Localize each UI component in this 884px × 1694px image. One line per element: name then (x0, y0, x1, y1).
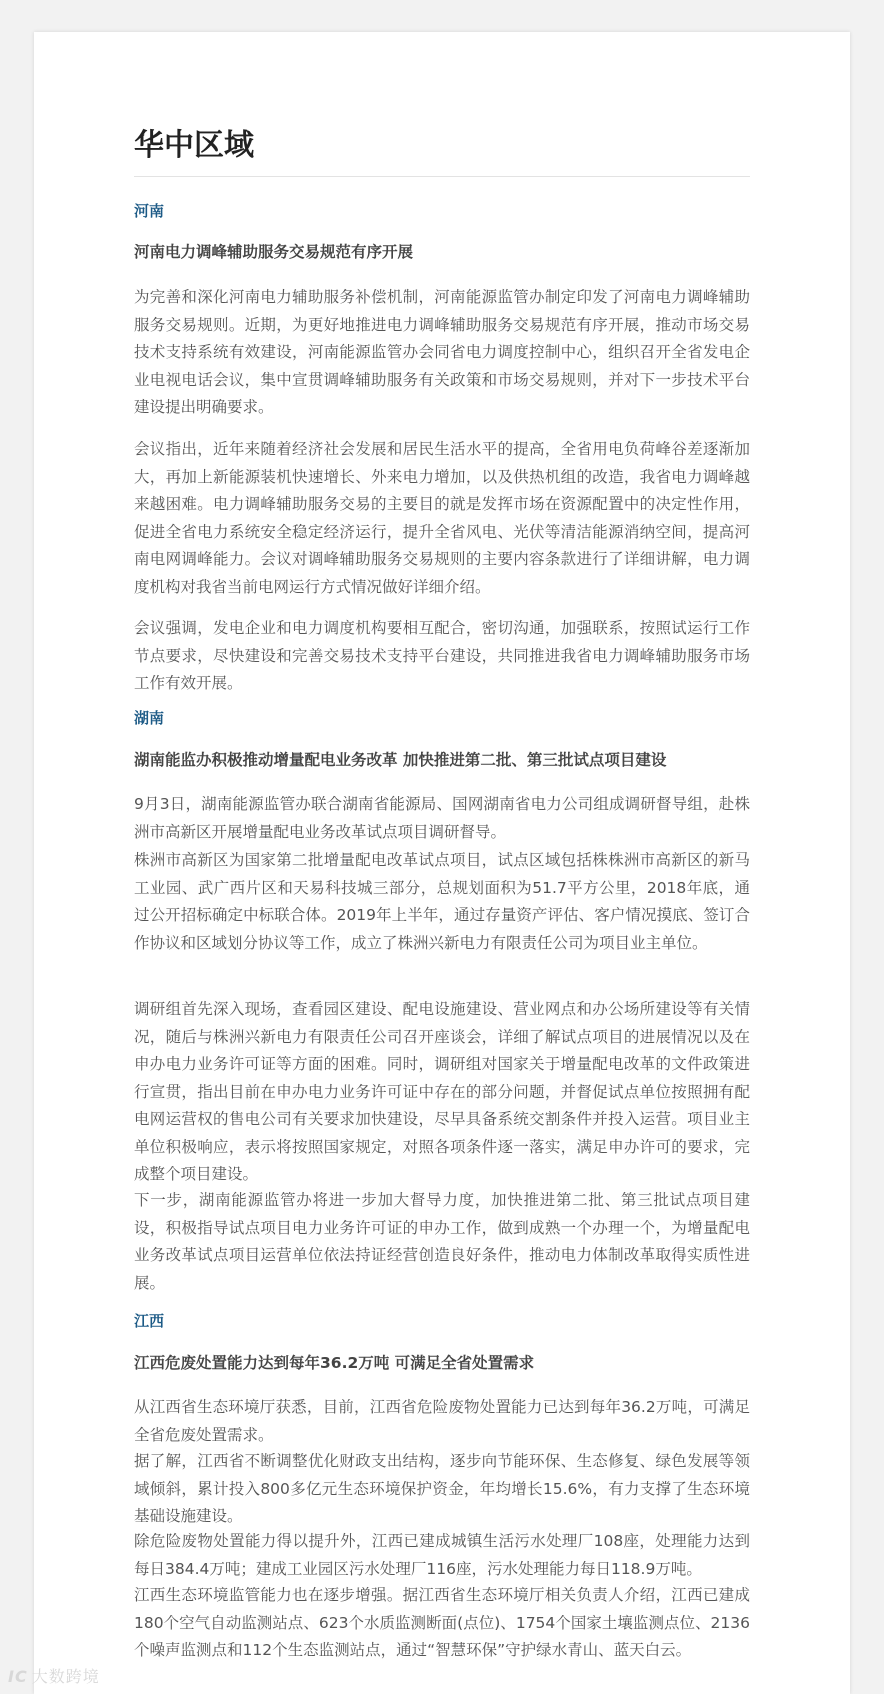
region-heading-hunan: 湖南 (134, 709, 165, 727)
paragraph: 据了解，江西省不断调整优化财政支出结构，逐步向节能环保、生态修复、绿色发展等领域倾斜，累计投入800多亿元生态环境保护资金，年均增长15.6%，有力支撑了生态环境基础设施建设。 (134, 1452, 750, 1525)
paragraph: 调研组首先深入现场，查看园区建设、配电设施建设、营业网点和办公场所建设等有关情况，随后与株洲兴新电力有限责任公司召开座谈会，详细了解试点项目的进展情况以及在申办电力业务许可证等方面的困难。同时，调研组对国家关于增量配电改革的文件政策进行宣贯，指出目前在申办电力业务许可证中存在的部分问题，并督促试点单位按照拥有配电网运营权的售电公司有关要求加快建设，尽早具备系统交割条件并投入运营。项目业主单位积极响应，表示将按照国家规定，对照各项条件逐一落实，满足申办许可的要求，完成整个项目建设。 (134, 1000, 750, 1183)
watermark-logo: IC (8, 1667, 28, 1686)
paragraph: 为完善和深化河南电力辅助服务补偿机制，河南能源监管办制定印发了河南电力调峰辅助服务交易规则。近期，为更好地推进电力调峰辅助服务交易规范有序开展，推动市场交易技术支持系统有效建设，河南能源监管办会同省电力调度控制中心，组织召开全省发电企业电视电话会议，集中宣贯调峰辅助服务有关政策和市场交易规则，并对下一步技术平台建设提出明确要求。 (134, 288, 750, 416)
paragraph: 株洲市高新区为国家第二批增量配电改革试点项目，试点区域包括株株洲市高新区的新马工业园、武广西片区和天易科技城三部分，总规划面积为51.7平方公里，2018年底，通过公开招标确定中标联合体。2019年上半年，通过存量资产评估、客户情况摸底、签订合作协议和区域划分协议等工作，成立了株洲兴新电力有限责任公司为项目业主单位。 (134, 851, 750, 952)
title-divider (134, 176, 750, 177)
paragraph: 下一步，湖南能源监管办将进一步加大督导力度，加快推进第二批、第三批试点项目建设，积极指导试点项目电力业务许可证的申办工作，做到成熟一个办理一个，为增量配电业务改革试点项目运营单位依法持证经营创造良好条件，推动电力体制改革取得实质性进展。 (134, 1191, 750, 1292)
paragraph: 除危险废物处置能力得以提升外，江西已建成城镇生活污水处理厂108座，处理能力达到每日384.4万吨；建成工业园区污水处理厂116座，污水处理能力每日118.9万吨。 (134, 1532, 750, 1578)
page-title: 华中区域 (134, 128, 254, 163)
paragraph: 会议指出，近年来随着经济社会发展和居民生活水平的提高，全省用电负荷峰谷差逐渐加大，再加上新能源装机快速增长、外来电力增加，以及供热机组的改造，我省电力调峰越来越困难。电力调峰辅助服务交易的主要目的就是发挥市场在资源配置中的决定性作用，促进全省电力系统安全稳定经济运行，提升全省风电、光伏等清洁能源消纳空间，提高河南电网调峰能力。会议对调峰辅助服务交易规则的主要内容条款进行了详细讲解，电力调度机构对我省当前电网运行方式情况做好详细介绍。 (134, 440, 750, 596)
article-headline-jiangxi: 江西危废处置能力达到每年36.2万吨 可满足全省处置需求 (134, 1354, 535, 1372)
region-heading-jiangxi: 江西 (134, 1312, 165, 1330)
paragraph: 江西生态环境监管能力也在逐步增强。据江西省生态环境厅相关负责人介绍，江西已建成180个空气自动监测站点、623个水质监测断面(点位)、1754个国家土壤监测点位、2136个噪声监测点和112个生态监测站点，通过“智慧环保”守护绿水青山、蓝天白云。 (134, 1586, 750, 1659)
paragraph: 从江西省生态环境厅获悉，目前，江西省危险废物处置能力已达到每年36.2万吨，可满足全省危废处置需求。 (134, 1398, 750, 1444)
paragraph: 会议强调，发电企业和电力调度机构要相互配合，密切沟通，加强联系，按照试运行工作节点要求，尽快建设和完善交易技术支持平台建设，共同推进我省电力调峰辅助服务市场工作有效开展。 (134, 619, 750, 692)
region-heading-henan: 河南 (134, 202, 165, 220)
paragraph: 9月3日，湖南能源监管办联合湖南省能源局、国网湖南省电力公司组成调研督导组，赴株洲市高新区开展增量配电业务改革试点项目调研督导。 (134, 795, 750, 841)
article-card (31, 32, 850, 1694)
article-headline-hunan: 湖南能监办积极推动增量配电业务改革 加快推进第二批、第三批试点项目建设 (134, 751, 667, 769)
article-headline-henan: 河南电力调峰辅助服务交易规范有序开展 (134, 243, 414, 261)
watermark (8, 1664, 100, 1687)
watermark-text: 大数跨境 (31, 1667, 100, 1686)
